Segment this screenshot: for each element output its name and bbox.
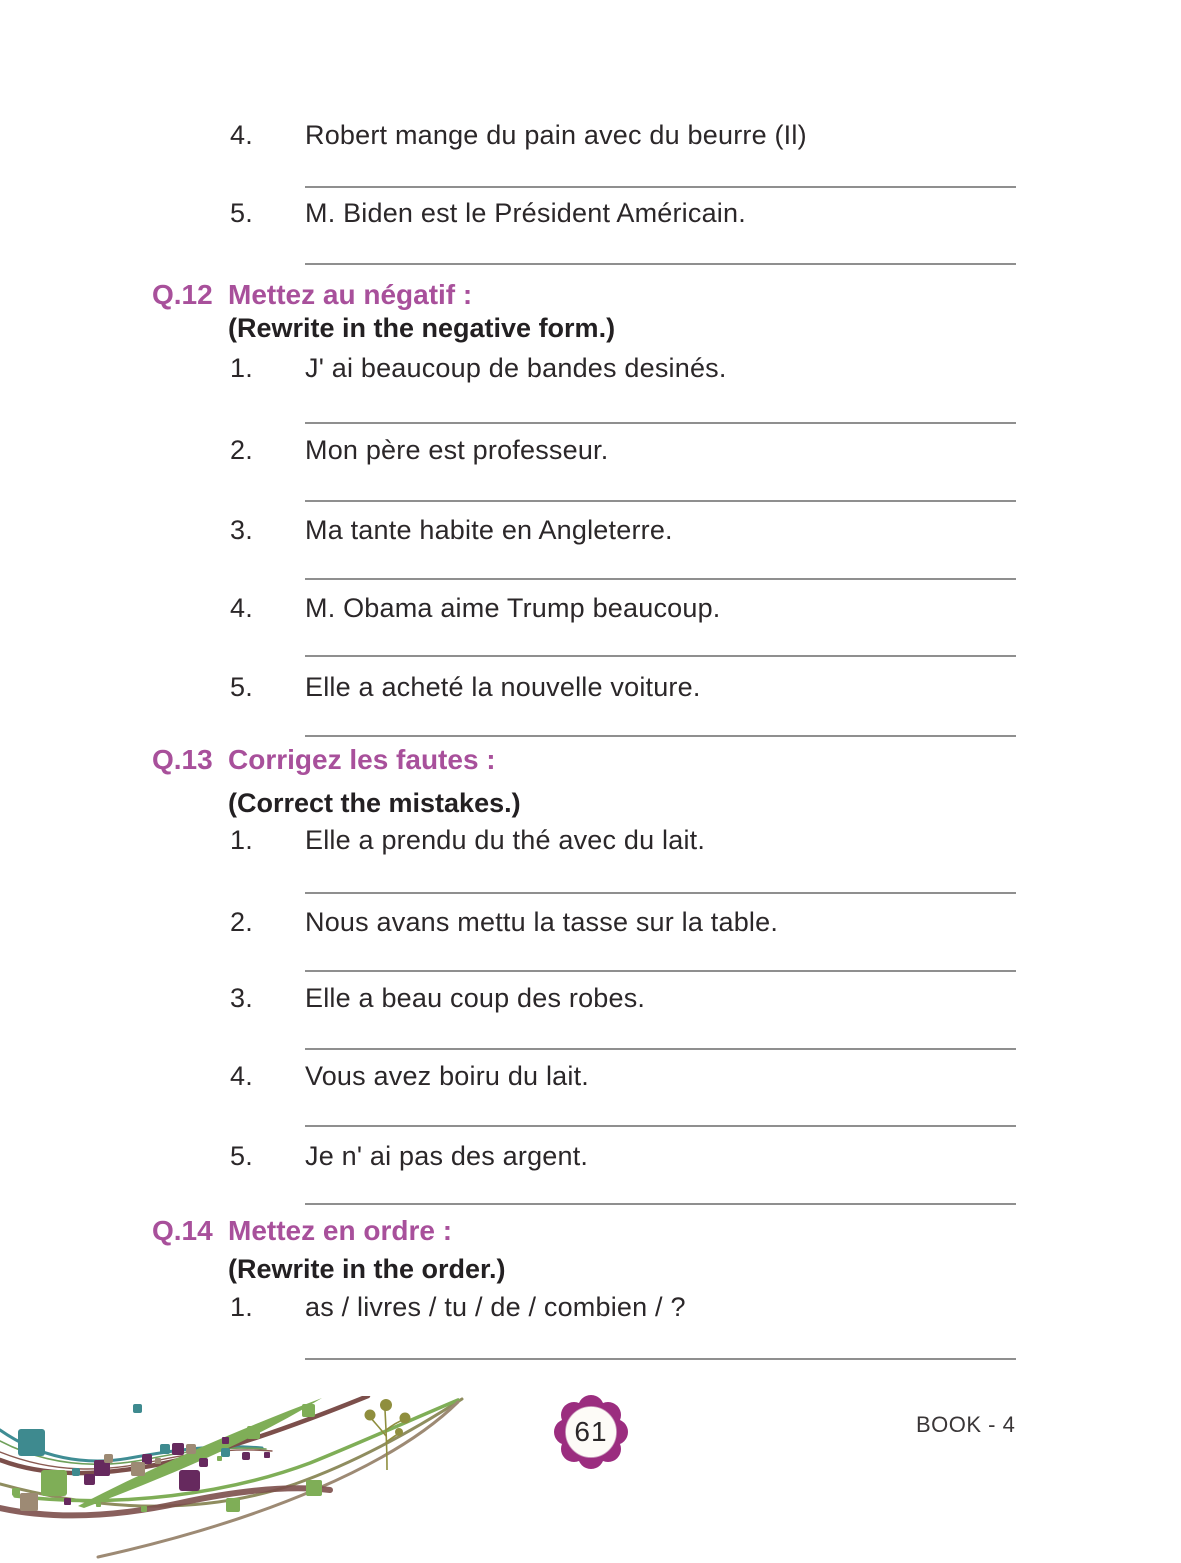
footer-decoration-art [0, 1396, 465, 1563]
item-number: 1. [230, 353, 253, 383]
question-title: Corrigez les fautes : [228, 744, 496, 775]
item-number: 1. [230, 1292, 253, 1322]
answer-line [305, 1203, 1016, 1205]
question-title: Mettez en ordre : [228, 1215, 453, 1246]
exercise-item [230, 352, 727, 384]
exercise-item [230, 824, 705, 856]
item-text: Mon père est professeur. [305, 435, 609, 465]
answer-line [305, 1358, 1016, 1360]
item-text: as / livres / tu / de / combien / ? [305, 1292, 686, 1322]
exercise-item [230, 434, 608, 466]
item-number: 5. [230, 198, 253, 228]
item-number: 4. [230, 1061, 253, 1091]
question-label: Q.12 [152, 279, 213, 310]
section-heading-q12 [152, 279, 472, 311]
answer-line [305, 578, 1016, 580]
item-text: J' ai beaucoup de bandes desinés. [305, 353, 727, 383]
page-number: 61 [574, 1416, 608, 1447]
item-text: Nous avans mettu la tasse sur la table. [305, 907, 779, 937]
answer-line [305, 500, 1016, 502]
item-text: M. Biden est le Président Américain. [305, 198, 746, 228]
answer-line [305, 892, 1016, 894]
section-heading-q14 [152, 1215, 452, 1247]
section-heading-q13 [152, 744, 496, 776]
question-label: Q.14 [152, 1215, 213, 1246]
answer-line [305, 263, 1016, 265]
page-number-badge [553, 1394, 629, 1470]
item-text: M. Obama aime Trump beaucoup. [305, 593, 721, 623]
section-subtitle: (Correct the mistakes.) [228, 788, 521, 818]
item-text: Vous avez boiru du lait. [305, 1061, 589, 1091]
answer-line [305, 970, 1016, 972]
item-number: 2. [230, 907, 253, 937]
item-number: 3. [230, 983, 253, 1013]
exercise-item [230, 1291, 686, 1323]
exercise-item [230, 197, 746, 229]
question-label: Q.13 [152, 744, 213, 775]
answer-line [305, 1125, 1016, 1127]
exercise-item [230, 906, 778, 938]
item-number: 5. [230, 672, 253, 702]
section-subtitle: (Rewrite in the order.) [228, 1254, 506, 1284]
item-number: 3. [230, 515, 253, 545]
exercise-item [230, 514, 673, 546]
answer-line [305, 422, 1016, 424]
exercise-item [230, 671, 701, 703]
exercise-item [230, 592, 721, 624]
exercise-item [230, 1140, 588, 1172]
answer-line [305, 655, 1016, 657]
item-text: Elle a acheté la nouvelle voiture. [305, 672, 701, 702]
section-subtitle: (Rewrite in the negative form.) [228, 313, 616, 343]
exercise-item [230, 982, 645, 1014]
item-number: 1. [230, 825, 253, 855]
question-title: Mettez au négatif : [228, 279, 473, 310]
exercise-item [230, 1060, 589, 1092]
exercise-item [230, 119, 807, 151]
item-text: Robert mange du pain avec du beurre (Il) [305, 120, 807, 150]
book-label: BOOK - 4 [916, 1412, 1016, 1437]
item-text: Ma tante habite en Angleterre. [305, 515, 673, 545]
answer-line [305, 1048, 1016, 1050]
item-number: 4. [230, 120, 253, 150]
item-number: 5. [230, 1141, 253, 1171]
item-text: Elle a prendu du thé avec du lait. [305, 825, 706, 855]
answer-line [305, 186, 1016, 188]
item-text: Elle a beau coup des robes. [305, 983, 646, 1013]
item-number: 4. [230, 593, 253, 623]
item-text: Je n' ai pas des argent. [305, 1141, 589, 1171]
answer-line [305, 735, 1016, 737]
item-number: 2. [230, 435, 253, 465]
